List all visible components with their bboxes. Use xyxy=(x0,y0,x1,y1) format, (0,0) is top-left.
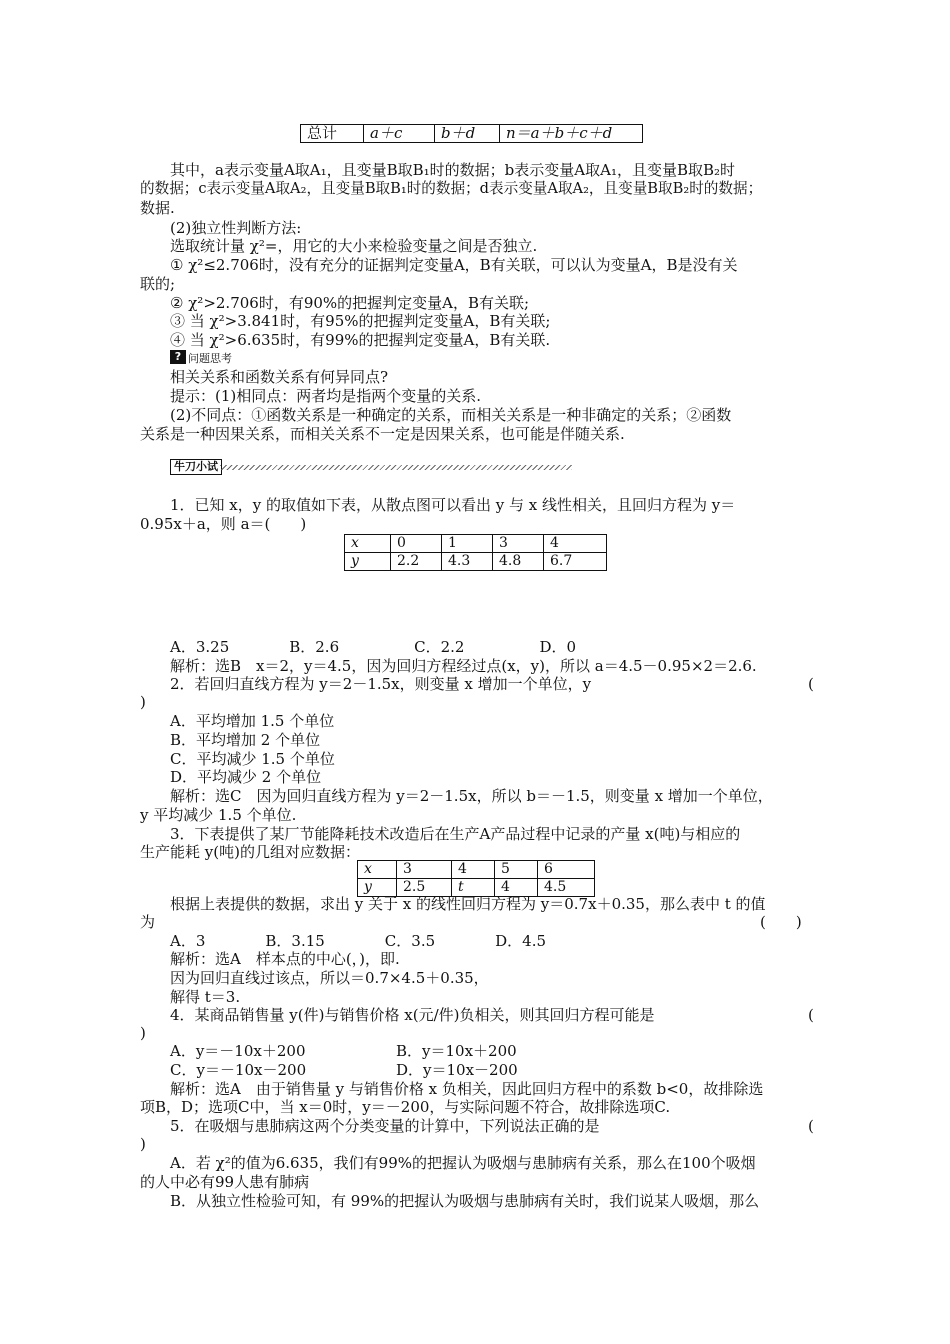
q2-option-a: A．平均增加 1.5 个单位 xyxy=(170,712,335,730)
q1-line-2: 0.95x＋a，则 a＝( ) xyxy=(140,515,307,533)
table-cell: t xyxy=(452,879,495,897)
think-hint-2-cont: 关系是一种因果关系，而相关关系不一定是因果关系，也可能是伴随关系. xyxy=(140,425,625,443)
q4-line-1: 4．某商品销售量 y(件)与销售价格 x(元/件)负相关，则其回归方程可能是 xyxy=(170,1006,655,1024)
table-cell: b＋d xyxy=(435,125,500,143)
criterion-3: ③ 当 χ²>3.841时，有95%的把握判定变量A，B有关联; xyxy=(170,312,551,330)
q2-answer-2: y 平均减少 1.5 个单位. xyxy=(140,806,297,824)
q3-options: A．3 B．3.15 C．3.5 D．4.5 xyxy=(170,932,547,950)
q3-line-1: 3．下表提供了某厂节能降耗技术改造后在生产A产品过程中记录的产量 x(吨)与相应的 xyxy=(170,825,741,843)
q4-answer-2: 项B，D；选项C中，当 x＝0时，y＝－200，与实际问题不符合，故排除选项C. xyxy=(140,1098,671,1116)
q4-option-d: D．y＝10x－200 xyxy=(396,1061,518,1079)
divider xyxy=(220,465,572,470)
q2-option-b: B．平均增加 2 个单位 xyxy=(170,731,321,749)
q5-line-1: 5．在吸烟与患肺病这两个分类变量的计算中，下列说法正确的是 xyxy=(170,1117,600,1135)
table-cell: a＋c xyxy=(364,125,435,143)
q3-answer-2: 因为回归直线过该点，所以＝0.7×4.5＋0.35， xyxy=(170,969,489,987)
criterion-1: ① χ²≤2.706时，没有充分的证据判定变量A，B有关联，可以认为变量A，B是没有关 xyxy=(170,256,738,274)
q5-paren-close: ) xyxy=(140,1135,146,1153)
section-title: 牛刀小试 xyxy=(170,459,222,475)
q3-answer-1: 解析：选A 样本点的中心(，)，即. xyxy=(170,950,400,968)
q4-option-b: B．y＝10x＋200 xyxy=(396,1042,517,1060)
criterion-4: ④ 当 χ²>6.635时，有99%的把握判定变量A，B有关联. xyxy=(170,331,551,349)
q3-line-4: 为 xyxy=(140,913,156,931)
table-row xyxy=(345,553,607,571)
table-cell: 5 xyxy=(495,861,538,879)
question-badge xyxy=(170,350,240,364)
q4-answer-1: 解析：选A 由于销售量 y 与销售价格 x 负相关，因此回归方程中的系数 b<0，故排除选 xyxy=(170,1080,764,1098)
table-cell: 4.5 xyxy=(538,879,595,897)
table-cell: 6.7 xyxy=(544,553,607,571)
think-hint-2: (2)不同点：①函数关系是一种确定的关系，而相关关系是一种非确定的关系；②函数 xyxy=(170,406,732,424)
total-row-table xyxy=(300,124,643,143)
q4-option-a: A．y＝－10x＋200 xyxy=(170,1042,306,1060)
table-row xyxy=(345,535,607,553)
criterion-1-cont: 联的; xyxy=(140,275,176,293)
q4-option-c: C．y＝－10x－200 xyxy=(170,1061,307,1079)
q3-paren: ( ) xyxy=(760,913,802,931)
table-cell: 2.2 xyxy=(391,553,442,571)
q4-paren-close: ) xyxy=(140,1024,146,1042)
think-question: 相关关系和函数关系有何异同点? xyxy=(170,368,389,386)
q3-line-2: 生产能耗 y(吨)的几组对应数据： xyxy=(140,843,360,861)
q2-paren-close: ) xyxy=(140,693,146,711)
q1-table xyxy=(344,534,607,571)
table-cell: x xyxy=(358,861,397,879)
method-title: (2)独立性判断方法: xyxy=(170,219,302,237)
intro-line-1: 其中，a表示变量A取A₁，且变量B取B₁时的数据；b表示变量A取A₁，且变量B取B₂时 xyxy=(170,161,736,179)
q5-paren-open: ( xyxy=(808,1117,814,1135)
q2-line-1: 2．若回归直线方程为 y＝2－1.5x，则变量 x 增加一个单位，y xyxy=(170,675,592,693)
q3-table xyxy=(357,860,595,897)
q5-option-b-1: B．从独立性检验可知，有 99%的把握认为吸烟与患肺病有关时，我们说某人吸烟，那么 xyxy=(170,1192,760,1210)
table-cell: 4 xyxy=(495,879,538,897)
criterion-2: ② χ²>2.706时，有90%的把握判定变量A，B有关联; xyxy=(170,294,530,312)
table-cell: n＝a＋b＋c＋d xyxy=(500,125,643,143)
table-cell: x xyxy=(345,535,391,553)
method-line: 选取统计量 χ²=，用它的大小来检验变量之间是否独立. xyxy=(170,237,538,255)
q2-paren-open: ( xyxy=(808,675,814,693)
q1-line-1: 1．已知 x，y 的取值如下表，从散点图可以看出 y 与 x 线性相关，且回归方程为 y＝ xyxy=(170,496,736,514)
table-row xyxy=(358,879,595,897)
q1-answer: 解析：选B x＝2，y＝4.5，因为回归方程经过点(x，y)，所以 a＝4.5－0.95×2＝2.6. xyxy=(170,657,757,675)
q2-option-d: D．平均减少 2 个单位 xyxy=(170,768,322,786)
table-cell: 2.5 xyxy=(397,879,452,897)
table-cell: 6 xyxy=(538,861,595,879)
table-cell: 4 xyxy=(452,861,495,879)
table-cell: 4.3 xyxy=(442,553,493,571)
q5-option-a-1: A．若 χ²的值为6.635，我们有99%的把握认为吸烟与患肺病有关系，那么在100个吸烟 xyxy=(170,1154,756,1172)
q3-line-3: 根据上表提供的数据，求出 y 关于 x 的线性回归方程为 y＝0.7x＋0.35，那么表中 t 的值 xyxy=(170,895,766,913)
table-cell: 1 xyxy=(442,535,493,553)
table-cell: 4.8 xyxy=(493,553,544,571)
table-cell: 3 xyxy=(397,861,452,879)
think-hint-1: 提示：(1)相同点：两者均是指两个变量的关系. xyxy=(170,387,482,405)
table-cell: 3 xyxy=(493,535,544,553)
table-cell: 0 xyxy=(391,535,442,553)
q2-answer-1: 解析：选C 因为回归直线方程为 y＝2－1.5x，所以 b＝－1.5，则变量 x 增加一个单位， xyxy=(170,787,773,805)
table-row xyxy=(358,861,595,879)
table-cell: y xyxy=(345,553,391,571)
section-header xyxy=(170,459,222,475)
intro-line-2: 的数据；c表示变量A取A₂，且变量B取B₁时的数据；d表示变量A取A₂，且变量B取B₂时的数据； xyxy=(140,180,763,197)
q5-option-a-2: 的人中必有99人患有肺病 xyxy=(140,1173,310,1191)
q1-options: A．3.25 B．2.6 C．2.2 D．0 xyxy=(170,638,577,656)
q3-answer-3: 解得 t＝3. xyxy=(170,988,241,1006)
intro-line-3: 数据. xyxy=(140,199,175,217)
question-mark-icon: ? xyxy=(170,350,186,364)
table-cell: 4 xyxy=(544,535,607,553)
q2-option-c: C．平均减少 1.5 个单位 xyxy=(170,750,335,768)
table-cell: 总计 xyxy=(301,125,364,143)
table-cell: y xyxy=(358,879,397,897)
table-row xyxy=(301,125,643,143)
badge-label: 问题思考 xyxy=(188,352,232,365)
q4-paren-open: ( xyxy=(808,1006,814,1024)
